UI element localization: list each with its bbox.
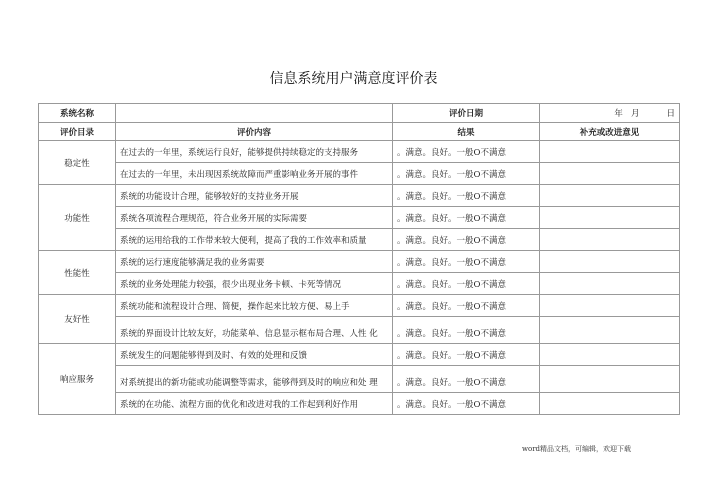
criteria-text: 系统的在功能、流程方面的优化和改进对我的工作起到利好作用 — [116, 393, 393, 415]
criteria-text: 系统的运用给我的工作带来较大便利，提高了我的工作效率和质量 — [116, 229, 393, 251]
table-row — [39, 317, 680, 344]
result-options[interactable]: 。满意。良好。一般O不满意 — [393, 207, 540, 229]
system-name-field[interactable] — [116, 104, 393, 123]
table-row — [39, 393, 680, 415]
column-header: 评价目录 — [39, 123, 116, 141]
category-cell: 友好性 — [39, 295, 116, 344]
suggestion-field[interactable] — [540, 393, 680, 415]
result-options[interactable]: 。满意。良好。一般O不满意 — [393, 141, 540, 163]
criteria-text: 系统的运行速度能够满足我的业务需要 — [116, 251, 393, 273]
table-row — [39, 273, 680, 295]
suggestion-field[interactable] — [540, 273, 680, 295]
table-row — [39, 251, 680, 273]
suggestion-field[interactable] — [540, 163, 680, 185]
suggestion-field[interactable] — [540, 317, 680, 344]
category-cell: 功能性 — [39, 185, 116, 251]
suggestion-field[interactable] — [540, 366, 680, 393]
suggestion-field[interactable] — [540, 251, 680, 273]
column-header: 评价内容 — [116, 123, 393, 141]
table-row — [39, 295, 680, 317]
eval-date-label: 评价日期 — [393, 104, 540, 123]
result-options[interactable]: 。满意。良好。一般O不满意 — [393, 393, 540, 415]
criteria-text: 系统的界面设计比较友好，功能菜单、信息显示框布局合理、人性 化 — [116, 317, 393, 344]
result-options[interactable]: 。满意。良好。一般O不满意 — [393, 185, 540, 207]
category-cell: 性能性 — [39, 251, 116, 295]
eval-date-field[interactable]: 年 月 日 — [540, 104, 680, 123]
result-options[interactable]: 。满意。良好。一般O不满意 — [393, 295, 540, 317]
criteria-text: 系统功能和流程设计合理、简便，操作起来比较方便、易上手 — [116, 295, 393, 317]
result-options[interactable]: 。满意。良好。一般O不满意 — [393, 344, 540, 366]
result-options[interactable]: 。满意。良好。一般O不满意 — [393, 366, 540, 393]
table-row — [39, 366, 680, 393]
table-row — [39, 207, 680, 229]
system-name-label: 系统名称 — [39, 104, 116, 123]
table-row — [39, 141, 680, 163]
suggestion-field[interactable] — [540, 185, 680, 207]
page-title: 信息系统用户满意度评价表 — [269, 71, 438, 87]
column-header: 补充或改进意见 — [540, 123, 680, 141]
criteria-text: 系统发生的问题能够得到及时、有效的处理和反馈 — [116, 344, 393, 366]
criteria-text: 在过去的一年里，未出现因系统故障而严重影响业务开展的事件 — [116, 163, 393, 185]
criteria-text: 系统各项流程合理规范，符合业务开展的实际需要 — [116, 207, 393, 229]
result-options[interactable]: 。满意。良好。一般O不满意 — [393, 273, 540, 295]
evaluation-table — [38, 103, 680, 415]
criteria-text: 系统的业务处理能力较强，很少出现业务卡顿、卡死等情况 — [116, 273, 393, 295]
criteria-text: 系统的功能设计合理，能够较好的支持业务开展 — [116, 185, 393, 207]
suggestion-field[interactable] — [540, 344, 680, 366]
result-options[interactable]: 。满意。良好。一般O不满意 — [393, 163, 540, 185]
category-cell: 稳定性 — [39, 141, 116, 185]
table-row — [39, 344, 680, 366]
table-row — [39, 163, 680, 185]
result-options[interactable]: 。满意。良好。一般O不满意 — [393, 251, 540, 273]
suggestion-field[interactable] — [540, 229, 680, 251]
suggestion-field[interactable] — [540, 141, 680, 163]
criteria-text: 对系统提出的新功能或功能调整等需求，能够得到及时的响应和处 理 — [116, 366, 393, 393]
criteria-text: 在过去的一年里，系统运行良好，能够提供持续稳定的支持服务 — [116, 141, 393, 163]
footer-note: word精品文档，可编辑，欢迎下载 — [522, 445, 632, 453]
category-cell: 响应服务 — [39, 344, 116, 415]
suggestion-field[interactable] — [540, 295, 680, 317]
column-header: 结果 — [393, 123, 540, 141]
suggestion-field[interactable] — [540, 207, 680, 229]
table-row — [39, 185, 680, 207]
table-row — [39, 229, 680, 251]
result-options[interactable]: 。满意。良好。一般O不满意 — [393, 229, 540, 251]
result-options[interactable]: 。满意。良好。一般O不满意 — [393, 317, 540, 344]
